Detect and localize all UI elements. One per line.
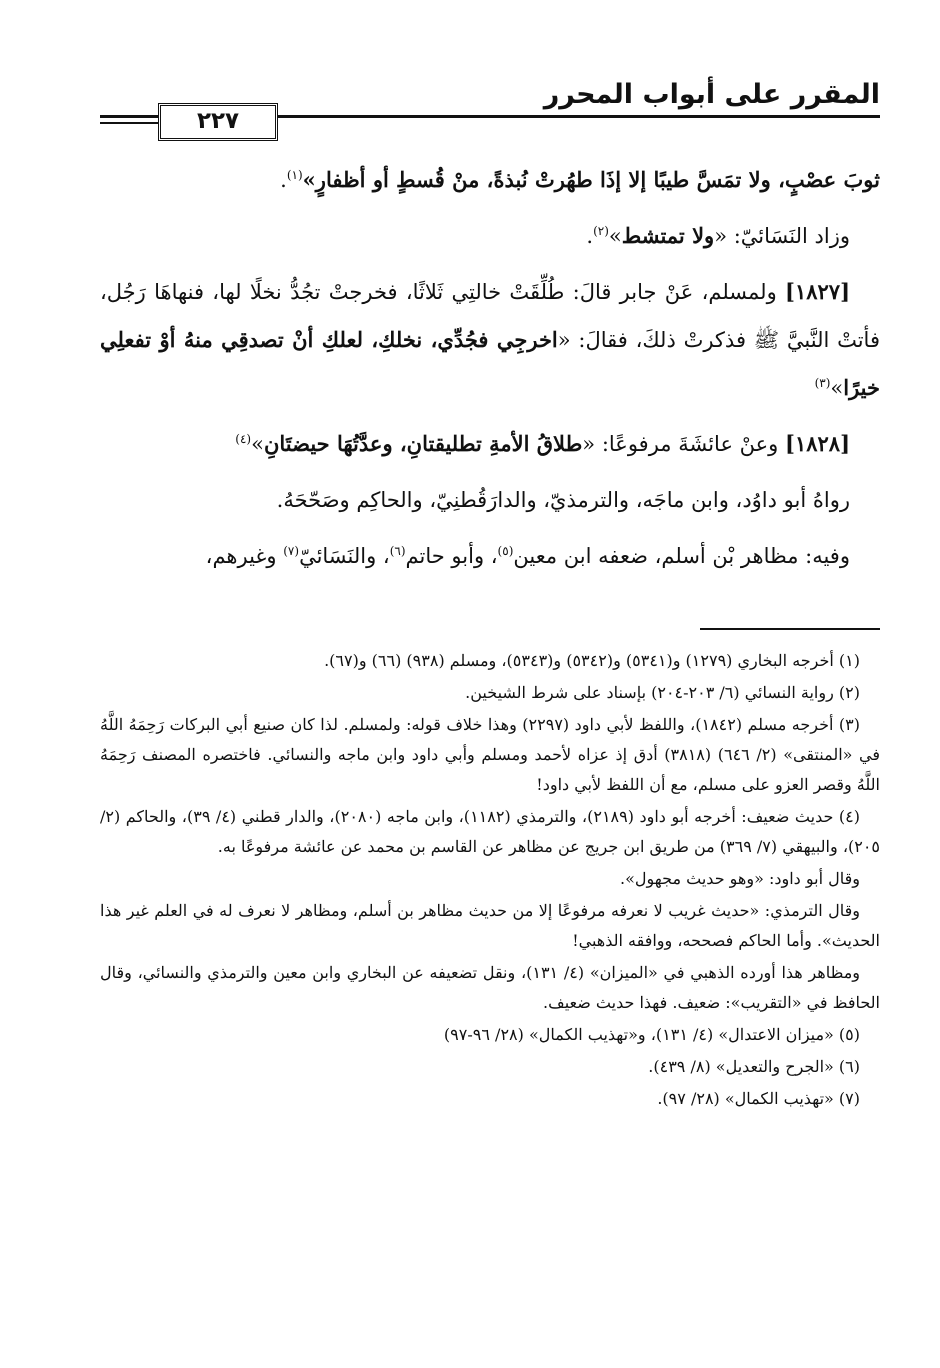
- footnote-5: (٥) «ميزان الاعتدال» (٤/ ١٣١)، و«تهذيب الكمال» (٢٨/ ٩٦-٩٧): [443, 1025, 860, 1044]
- page-header: [100, 78, 880, 140]
- footnote-ref: (١): [286, 168, 303, 182]
- footnote-2: (٢) رواية النسائي (٦/ ٢٠٣-٢٠٤) بإسناد على شرط الشيخين.: [465, 683, 860, 702]
- page-number: ٢٢٧: [158, 103, 278, 141]
- footnote-4-dhahabi: ومظاهر هذا أورده الذهبي في «الميزان» (٤/ ١٣١)، ونقل تضعيفه عن البخاري وابن معين والترمذي والنسائي، وقال الحافظ في «التقريب»: ضعيف. فهذا حديث ضعيف.: [100, 963, 880, 1012]
- paragraph-hadith-continuation: [100, 156, 880, 204]
- text: »: [830, 376, 844, 400]
- footnote-ref: (٥): [497, 544, 514, 558]
- hadith-text: طلاقُ الأمةِ تطليقتانِ، وعدَّتُهَا حيضتَانِ: [263, 431, 583, 456]
- text: »: [608, 224, 622, 248]
- footnote-ref: (٢): [593, 224, 609, 238]
- footnote-4-abu-dawud: وقال أبو داود: «وهو حديث مجهول».: [620, 869, 860, 888]
- footnotes: [100, 646, 880, 1116]
- paragraph-nasai-addition: [100, 212, 880, 260]
- footnote-1: (١) أخرجه البخاري (١٢٧٩) و(٥٣٤١) و(٥٣٤٢) و(٥٣٤٣)، ومسلم (٩٣٨) (٦٦) و(٦٧).: [324, 651, 860, 670]
- text: ، وأبو حاتم: [405, 544, 498, 568]
- running-title: المقرر على أبواب المحرر: [543, 79, 880, 110]
- footnote-7: (٧) «تهذيب الكمال» (٢٨/ ٩٧).: [657, 1089, 860, 1108]
- hadith-number: [١٨٢٧]: [785, 279, 850, 304]
- text: وعنْ عائشَةَ مرفوعًا: «: [582, 432, 785, 456]
- punctuation: .: [586, 224, 594, 248]
- footnote-ref: (٧): [283, 544, 300, 558]
- hadith-1828: [100, 420, 880, 468]
- text: وفيه: مظاهر بْن أسلم، ضعفه ابن معين: [513, 544, 850, 568]
- hadith-number: [١٨٢٨]: [785, 431, 850, 456]
- footnote-4: (٤) حديث ضعيف: أخرجه أبو داود (٢١٨٩)، والترمذي (١١٨٢)، وابن ماجه (٢٠٨٠)، والدار قطني (٤/ ٣٩)، والحاكم (٢/ ٢٠٥)، والبيهقي (٧/ ٣٦٩) من طريق ابن جريج عن مظاهر عن القاسم بن محمد عن عائشة مرفوعًا به.: [100, 807, 880, 856]
- footnote-4-tirmidhi: وقال الترمذي: «حديث غريب لا نعرفه مرفوعًا إلا من حديث مظاهر بن أسلم، ومظاهر لا نعرف له في العلم غير هذا الحديث». وأما الحاكم فصححه، ووافقه الذهبي!: [100, 901, 880, 950]
- text: وزاد النَسَائيّ: «: [714, 224, 850, 248]
- footnote-ref: (٦): [389, 544, 406, 558]
- footnote-3: (٣) أخرجه مسلم (١٨٤٢)، واللفظ لأبي داود (٢٢٩٧) وهذا خلاف قوله: ولمسلم. لذا كان صنيع أبي البركات رَحِمَهُ اللَّهُ في «المنتقى» (٢/ ٦٤٦) (٣٨١٨) أدق إذ عزاه لأحمد ومسلم وأبي داود وابن ماجه والنسائي. فاختصره المصنف رَحِمَهُ اللَّهُ وقصر العزو على مسلم، مع أن اللفظ لأبي داود!: [100, 715, 881, 794]
- text: وغيرهم،: [205, 544, 284, 568]
- footnote-6: (٦) «الجرح والتعديل» (٨/ ٤٣٩).: [648, 1057, 860, 1076]
- footnote-ref: (٤): [235, 432, 252, 446]
- main-text: [100, 156, 880, 588]
- punctuation: .: [280, 168, 287, 192]
- footnote-ref: (٣): [814, 376, 831, 390]
- hadith-text: ثوبَ عصْبٍ، ولا تمَسَّ طيبًا إلا إذَا طهُرتْ نُبذةً، منْ قُسطٍ أو أظفارٍ»: [302, 167, 880, 192]
- footnote-separator: [700, 628, 880, 630]
- paragraph-narrators: رواهُ أبو داوُد، وابن ماجَه، والترمذيّ، والدارَقُطنِيّ، والحاكِم وصَحّحَهُ.: [276, 488, 850, 512]
- text: ولمسلم، عَنْ جابر قالَ: طُلِّقَتْ خالتِي ثَلاثًا، فخرجتْ تجُدُّ نخلًا لها، فنهاهَا رَجُل، فأتتْ النَّبيَّ ﷺ فذكرتْ ذلكَ، فقالَ: «: [100, 280, 880, 352]
- hadith-1827: [100, 268, 880, 412]
- hadith-text: ولا تمتشط: [621, 223, 715, 248]
- text: »: [251, 432, 264, 456]
- hadith-text: اخرجِي فجُدِّي، نخلكِ، لعلكِ أنْ تصدقِي منهُ أوْ تفعلِي خيرًا: [100, 327, 880, 400]
- paragraph-weakness: [100, 532, 880, 580]
- text: ، والنَسَائيّ: [299, 544, 390, 568]
